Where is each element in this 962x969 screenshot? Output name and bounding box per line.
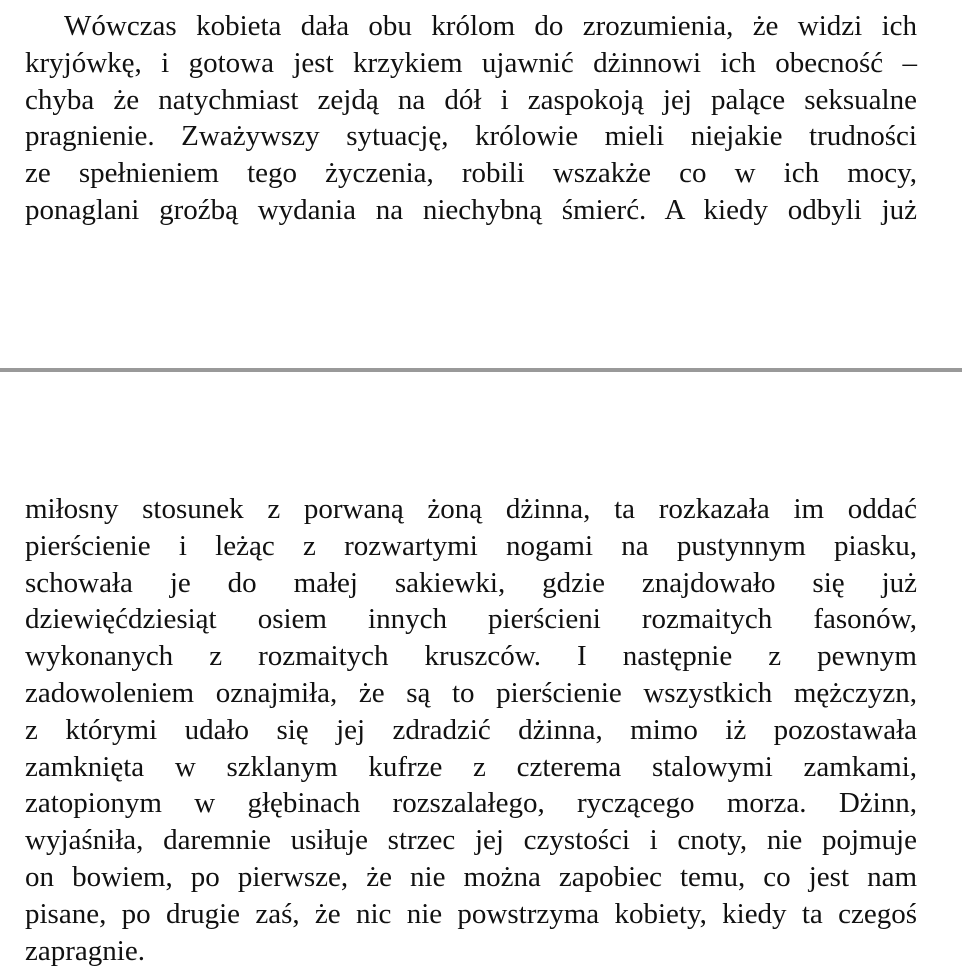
paragraph-top	[25, 8, 917, 229]
text-line: zadowoleniem oznajmiła, że są to pierścienie wszystkich mężczyzn,	[25, 676, 917, 709]
text-line: zatopionym w głębinach rozszalałego, ryczącego morza. Dżinn,	[25, 787, 917, 820]
text-line: ze spełnieniem tego życzenia, robili wszakże co w ich mocy,	[25, 157, 917, 190]
text-line: pisane, po drugie zaś, że nic nie powstrzyma kobiety, kiedy ta czegoś	[25, 897, 917, 930]
text-line: wyjaśniła, daremnie usiłuje strzec jej czystości i cnoty, nie pojmuje	[25, 824, 917, 857]
text-line: miłosny stosunek z porwaną żoną dżinna, ta rozkazała im oddać	[25, 493, 917, 525]
text-line: dziewięćdziesiąt osiem innych pierścieni rozmaitych fasonów,	[25, 603, 917, 636]
text-line: ponaglani groźbą wydania na niechybną śmierć. A kiedy odbyli już	[25, 193, 917, 226]
page-divider	[0, 368, 962, 372]
text-line: pragnienie. Zważywszy sytuację, królowie mieli niejakie trudności	[25, 120, 917, 153]
text-line: kryjówkę, i gotowa jest krzykiem ujawnić dżinnowi ich obecność –	[25, 46, 917, 79]
text-line: z którymi udało się jej zdradzić dżinna, mimo iż pozostawała	[25, 713, 917, 746]
text-line: zamknięta w szklanym kufrze z czterema stalowymi zamkami,	[25, 750, 917, 783]
text-line: schowała je do małej sakiewki, gdzie znajdowało się już	[25, 566, 917, 599]
text-line: wykonanych z rozmaitych kruszców. I następnie z pewnym	[25, 640, 917, 673]
text-line: chyba że natychmiast zejdą na dół i zaspokoją jej palące seksualne	[25, 83, 917, 116]
text-line: Wówczas kobieta dała obu królom do zrozumienia, że widzi ich	[64, 10, 917, 42]
paragraph-bottom	[25, 491, 917, 969]
page-top	[0, 0, 962, 368]
text-line: zapragnie.	[25, 934, 145, 967]
text-line: pierścienie i leżąc z rozwartymi nogami na pustynnym piasku,	[25, 529, 917, 562]
text-line: on bowiem, po pierwsze, że nie można zapobiec temu, co jest nam	[25, 860, 917, 893]
page-bottom	[0, 374, 962, 966]
